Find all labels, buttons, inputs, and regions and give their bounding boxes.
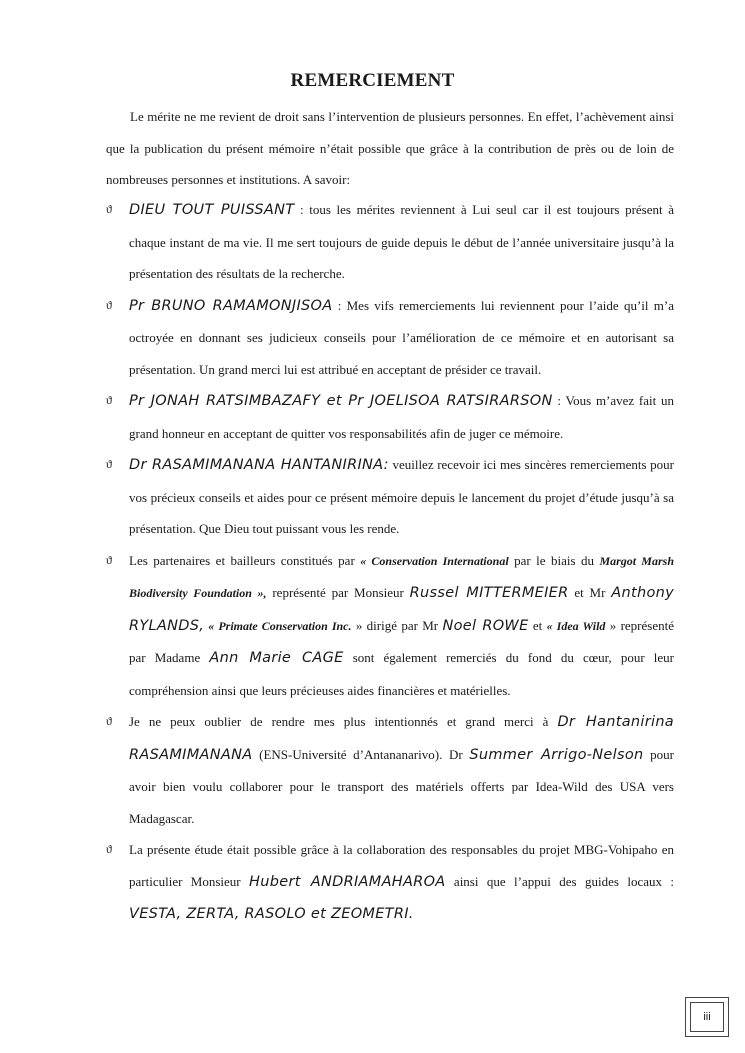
item-text: La présente étude était possible grâce à la collaboration des responsables du projet MBG-Vohipaho en particulier Monsieur	[129, 842, 674, 889]
bullet-icon: ϑ	[106, 714, 112, 728]
list-item	[106, 706, 674, 834]
item-text: Je ne peux oublier de rendre mes plus intentionnés et grand merci à	[129, 714, 558, 729]
list-item	[106, 834, 674, 931]
acknowledged-name: Pr BRUNO RAMAMONJISOA	[129, 297, 333, 314]
acknowledged-name: Hubert ANDRIAMAHAROA	[249, 873, 446, 890]
organization-name: « Primate Conservation Inc.	[204, 618, 352, 633]
item-text: » représenté par Madame	[129, 617, 674, 665]
page-number: iii	[690, 1002, 724, 1032]
acknowledged-name: Noel ROWE	[442, 617, 529, 634]
organization-name: « Idea Wild	[546, 618, 606, 633]
list-item	[106, 385, 674, 449]
item-text: pour avoir bien voulu collaborer pour le transport des matériels offerts par Idea-Wild des USA vers Madagascar.	[129, 746, 674, 826]
item-text: : Vous m’avez fait un grand honneur en acceptant de quitter vos responsabilités afin de juger ce mémoire.	[129, 393, 674, 441]
acknowledged-name: Ann Marie CAGE	[209, 650, 344, 666]
item-text: ainsi que l’appui des guides locaux :	[445, 873, 674, 889]
organization-name: Margot Marsh Biodiversity Foundation »,	[129, 553, 674, 600]
bullet-icon: ϑ	[106, 393, 112, 407]
acknowledged-name: VESTA, ZERTA, RASOLO et ZEOMETRI.	[129, 906, 414, 922]
item-text: Les partenaires et bailleurs constitués par	[129, 552, 361, 568]
item-text: sont également remerciés du fond du cœur, pour leur compréhension ainsi que leurs précieuses aides financières et matérielles.	[129, 650, 674, 698]
item-text: » dirigé par Mr	[351, 617, 443, 633]
organization-name: « Conservation International	[360, 553, 509, 568]
item-text: représenté par Monsieur	[266, 585, 410, 600]
bullet-icon: ϑ	[106, 842, 112, 856]
list-item	[106, 545, 674, 707]
intro-paragraph: Le mérite ne me revient de droit sans l’intervention de plusieurs personnes. En effet, l’achèvement ainsi que la publication du présent mémoire n’était possible que grâce à la contribution de près ou de loin de nombreuses personnes et institutions. A savoir:	[106, 109, 674, 187]
item-text: (ENS-Université d’Antananarivo). Dr	[252, 746, 470, 762]
item-text: : tous les mérites reviennent à Lui seul car il est toujours présent à chaque instant de ma vie. Il me sert toujours de guide depuis le début de l’année universitaire jusqu’à la présentation des résultats de la recherche.	[129, 202, 674, 281]
bullet-icon: ϑ	[106, 297, 112, 312]
item-text: veuillez recevoir ici mes sincères remerciements pour vos précieux conseils et aides pour ce présent mémoire depuis le lancement du projet d’étude jusqu’à sa présentation. Que Dieu tout puissant vous les rende.	[129, 457, 674, 536]
acknowledged-name: Russel MITTERMEIER	[409, 585, 569, 601]
bullet-icon: ϑ	[106, 202, 112, 216]
page-title: REMERCIEMENT	[290, 70, 455, 91]
list-item	[106, 194, 674, 290]
list-item	[106, 449, 674, 545]
acknowledged-name: Dr Hantanirina RASAMIMANANA	[129, 714, 674, 763]
acknowledged-name: Dr RASAMIMANANA HANTANIRINA:	[129, 457, 389, 473]
acknowledged-name: DIEU TOUT PUISSANT	[129, 202, 295, 218]
acknowledgement-list	[106, 194, 674, 931]
acknowledged-name: Summer Arrigo-Nelson	[469, 746, 644, 763]
item-text: : Mes vifs remerciements lui reviennent pour l’aide qu’il m’a octroyée en donnant ses judicieux conseils pour l’amélioration de ce mémoire et en autorisant sa présentation. Un grand merci lui est attribué en acceptant de présider ce travail.	[129, 297, 674, 377]
list-item	[106, 290, 674, 386]
item-text: et Mr	[568, 585, 612, 600]
acknowledged-name: Anthony RYLANDS,	[129, 585, 674, 634]
bullet-icon: ϑ	[106, 552, 112, 567]
item-text: et	[528, 617, 547, 633]
bullet-icon: ϑ	[106, 457, 112, 471]
item-text: par le biais du	[508, 552, 600, 568]
acknowledged-name: Pr JONAH RATSIMBAZAFY et Pr JOELISOA RATSIRARSON	[129, 393, 553, 409]
